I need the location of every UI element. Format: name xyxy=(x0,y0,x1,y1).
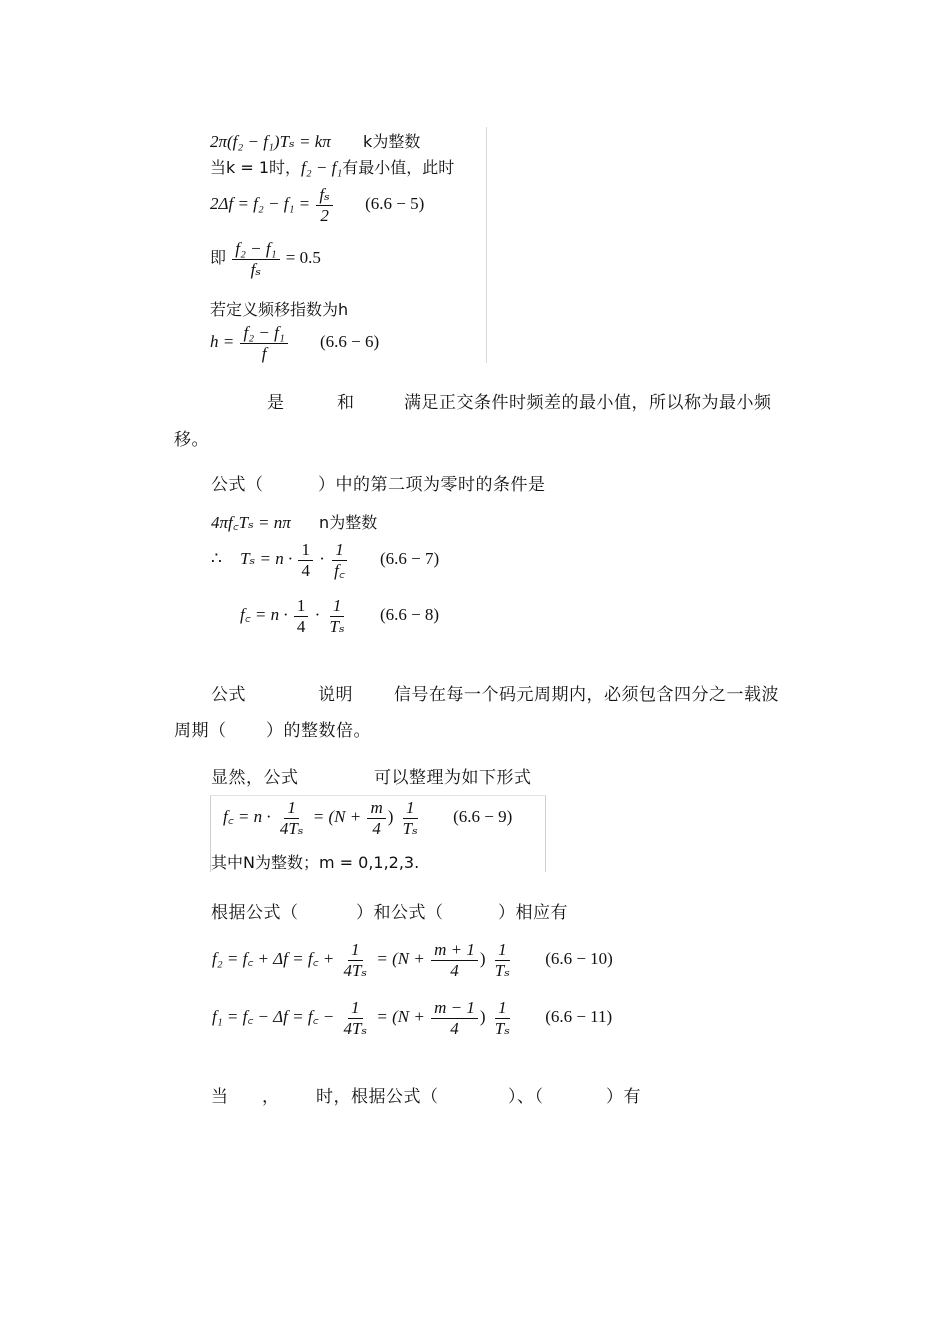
equation-6-6-11 xyxy=(212,998,612,1038)
numerator: fₛ xyxy=(316,185,332,206)
equation-lhs: f₂ = f꜀ + Δf = f꜀ + xyxy=(212,948,335,968)
equation-6-6-8 xyxy=(240,596,439,636)
equation-rhs: = 0.5 xyxy=(285,247,321,267)
fraction xyxy=(492,940,513,980)
denominator: 2 xyxy=(320,205,329,225)
fraction xyxy=(340,998,370,1038)
denominator: Tₛ xyxy=(402,818,418,838)
denominator: 4 xyxy=(450,960,459,980)
denominator: Tₛ xyxy=(494,960,510,980)
denominator: Tₛ xyxy=(494,1018,510,1038)
paragraph-text: 是 xyxy=(267,393,285,413)
equation-6-6-10 xyxy=(212,940,613,980)
paragraph-text: 说明 xyxy=(318,685,353,705)
paragraph-text: 移。 xyxy=(174,430,209,450)
denominator: f xyxy=(261,343,267,363)
numerator: 1 xyxy=(330,596,345,617)
equation-text: 有最小值，此时 xyxy=(342,158,455,177)
equation-lhs: Tₛ = n · xyxy=(240,548,293,568)
equation-condition xyxy=(211,510,377,533)
equation-number: (6.6 − 9) xyxy=(453,806,513,826)
denominator: 4Tₛ xyxy=(279,818,304,838)
fraction xyxy=(240,323,287,363)
numerator: f₂ − f₁ xyxy=(240,323,287,344)
paragraph-text: 周期（ xyxy=(174,721,227,741)
multiply-dot: · xyxy=(314,604,321,624)
equation-lhs: f₁ = f꜀ − Δf = f꜀ − xyxy=(212,1006,335,1026)
numerator: f₂ − f₁ xyxy=(232,239,279,260)
paragraph-text: ）有 xyxy=(606,1087,641,1107)
denominator: 4 xyxy=(450,1018,459,1038)
numerator: m − 1 xyxy=(431,998,478,1019)
equation-text: 4πf꜀Tₛ = nπ xyxy=(211,513,291,532)
paren: ) xyxy=(479,1006,486,1026)
equation-note: n为整数 xyxy=(319,513,378,532)
numerator: 1 xyxy=(495,998,510,1019)
fraction xyxy=(400,798,421,838)
paragraph-text: ）相应有 xyxy=(498,903,568,923)
equation-line-1 xyxy=(210,129,420,152)
paragraph-text: 信号在每一个码元周期内，必须包含四分之一载波 xyxy=(394,685,779,705)
equation-6-6-6 xyxy=(210,323,379,363)
denominator: fₛ xyxy=(250,259,262,279)
paragraph-text: 满足正交条件时频差的最小值，所以称为最小频 xyxy=(404,393,772,413)
equation-lhs: 2Δf = f₂ − f₁ = xyxy=(210,193,311,213)
equation-note: k为整数 xyxy=(363,132,421,151)
numerator: m + 1 xyxy=(431,940,478,961)
multiply-dot: · xyxy=(319,548,325,568)
numerator: 1 xyxy=(348,998,363,1019)
paragraph-text: 公式（ xyxy=(211,475,264,495)
equation-lhs: f꜀ = n · xyxy=(223,806,271,826)
equation-text: = (N + xyxy=(312,806,362,826)
equation-text: 当k = 1时， xyxy=(210,158,302,177)
equation-text: = (N + xyxy=(376,948,425,968)
fraction xyxy=(331,540,348,580)
equation-number: (6.6 − 8) xyxy=(379,604,440,624)
therefore-symbol: ∴ xyxy=(211,548,222,568)
denominator: 4 xyxy=(301,560,310,580)
paren: ) xyxy=(479,948,486,968)
denominator: 4 xyxy=(296,616,306,636)
formula-block-6-6-5-6 xyxy=(210,127,487,363)
paragraph-text: 时，根据公式（ xyxy=(316,1087,439,1107)
equation-number: (6.6 − 7) xyxy=(380,548,440,568)
equation-text: = (N + xyxy=(376,1006,425,1026)
paren: ) xyxy=(387,806,394,826)
equation-lhs: f꜀ = n · xyxy=(240,604,288,624)
paragraph-text: ）、（ xyxy=(508,1087,544,1107)
equation-number: (6.6 − 11) xyxy=(545,1006,613,1026)
fraction xyxy=(294,596,309,636)
equation-6-6-7 xyxy=(211,540,439,580)
denominator: 4Tₛ xyxy=(343,960,368,980)
denominator: Tₛ xyxy=(329,616,345,636)
fraction xyxy=(277,798,307,838)
equation-number: (6.6 − 6) xyxy=(319,331,380,351)
paragraph-text: 当 xyxy=(211,1087,229,1107)
numerator: 1 xyxy=(298,540,313,561)
definition-text: 若定义频移指数为h xyxy=(210,300,349,319)
equation-note: 其中N为整数；m = 0,1,2,3. xyxy=(211,853,420,872)
fraction xyxy=(492,998,513,1038)
denominator: 4 xyxy=(372,818,381,838)
equation-lhs: h = xyxy=(210,331,235,351)
equation-line-4 xyxy=(210,239,321,279)
numerator: 1 xyxy=(284,798,299,819)
fraction xyxy=(316,185,332,225)
numerator: 1 xyxy=(332,540,347,561)
equation-line-2 xyxy=(210,155,454,178)
denominator: f꜀ xyxy=(334,560,345,580)
paragraph-text: ）的整数倍。 xyxy=(266,721,371,741)
denominator: 4Tₛ xyxy=(343,1018,368,1038)
equation-6-6-5 xyxy=(210,185,424,225)
equation-text: 即 xyxy=(210,247,227,267)
paragraph-text: 可以整理为如下形式 xyxy=(374,768,532,788)
fraction xyxy=(367,798,385,838)
numerator: m xyxy=(367,798,385,819)
equation-text: 2π(f₂ − f₁)Tₛ = kπ xyxy=(210,132,331,151)
numerator: 1 xyxy=(403,798,418,819)
fraction xyxy=(340,940,370,980)
fraction xyxy=(232,239,279,279)
paragraph-text: ， xyxy=(262,1087,280,1107)
equation-text: f₂ − f₁ xyxy=(301,158,343,177)
equation-6-6-9 xyxy=(223,798,512,838)
paragraph-text: 公式 xyxy=(211,685,246,705)
numerator: 1 xyxy=(495,940,510,961)
fraction xyxy=(327,596,348,636)
fraction xyxy=(431,998,478,1038)
paragraph-text: 根据公式（ xyxy=(211,903,299,923)
equation-number: (6.6 − 5) xyxy=(365,193,425,213)
formula-block-6-6-9 xyxy=(210,795,546,872)
fraction xyxy=(298,540,313,580)
paragraph-text: 显然，公式 xyxy=(211,768,299,788)
paragraph-text: ）中的第二项为零时的条件是 xyxy=(318,475,546,495)
numerator: 1 xyxy=(348,940,363,961)
fraction xyxy=(431,940,478,980)
equation-number: (6.6 − 10) xyxy=(545,948,613,968)
numerator: 1 xyxy=(294,596,309,617)
paragraph-text: 和 xyxy=(337,393,355,413)
paragraph-text: ）和公式（ xyxy=(356,903,444,923)
